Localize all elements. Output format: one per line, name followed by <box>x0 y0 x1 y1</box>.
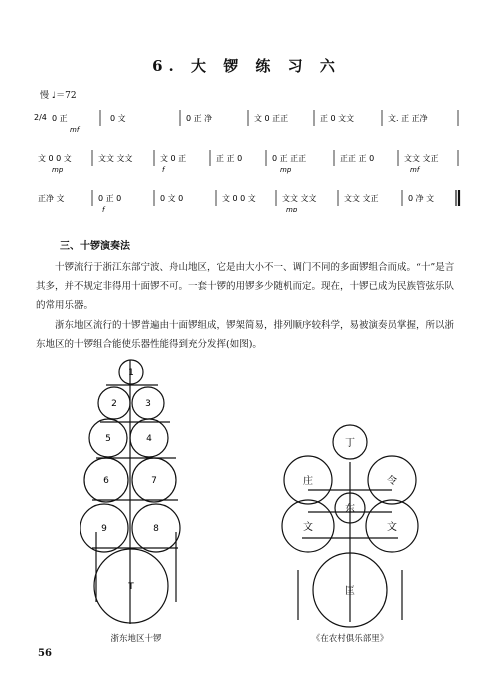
score-measure: 文 0 正 <box>160 154 187 163</box>
svg-text:7: 7 <box>151 476 157 486</box>
right-gong-rack-diagram <box>280 420 420 630</box>
score-line-2 <box>38 150 458 174</box>
score-measure: 正 0 文文 <box>320 114 355 123</box>
svg-text:2: 2 <box>111 399 117 409</box>
svg-text:匡: 匡 <box>345 586 355 597</box>
svg-text:4: 4 <box>146 434 152 444</box>
score-measure: 0 正 正正 <box>272 154 307 163</box>
page-title: 6. 大 锣 练 习 六 <box>152 57 341 75</box>
left-diagram-caption: 浙东地区十锣 <box>110 634 162 644</box>
svg-text:令: 令 <box>387 476 397 487</box>
score-measure: 0 净 文 <box>408 194 435 203</box>
svg-text:庄: 庄 <box>303 476 313 487</box>
tempo-marking: 慢 ♩＝72 <box>40 91 77 101</box>
score-measure: 正正 正 0 <box>340 154 375 163</box>
dynamic-mark: mp <box>280 166 292 174</box>
dynamic-mark: mp <box>286 206 298 212</box>
dynamic-mark: mf <box>70 126 80 134</box>
score-measure: 正 正 0 <box>216 154 243 163</box>
score-measure: 0 文 <box>110 114 126 123</box>
score-measure: 文 0 0 文 <box>222 194 256 203</box>
page-number: 56 <box>38 648 52 659</box>
svg-text:9: 9 <box>101 524 107 534</box>
dynamic-mark: mf <box>410 166 420 174</box>
svg-text:东: 东 <box>345 504 355 515</box>
score-measure: 0 正 0 <box>98 194 122 203</box>
dynamic-mark: f <box>102 206 105 212</box>
svg-text:5: 5 <box>105 434 111 444</box>
score-measure: 正净 文 <box>38 194 65 203</box>
svg-text:8: 8 <box>153 524 159 534</box>
score-measure: 文 0 正正 <box>254 114 289 123</box>
paragraph-2: 浙东地区流行的十锣普遍由十面锣组成，锣架简易，排列顺序较科学，易被演奏员掌握，所以浙东地区的十锣组合能使乐器性能得到充分发挥(如图)。 <box>36 320 455 350</box>
score-line-3 <box>38 190 459 212</box>
score-measure: 文文 文正 <box>404 154 439 163</box>
section-heading: 三、十锣演奏法 <box>60 241 130 252</box>
svg-text:1: 1 <box>128 368 134 378</box>
score-measure: 文 0 0 文 <box>38 154 72 163</box>
left-gong-rack-diagram <box>80 352 190 630</box>
score-measure: 文文 文文 <box>282 194 317 203</box>
dynamic-mark: f <box>162 166 165 174</box>
svg-text:T: T <box>128 582 134 592</box>
score-measure: 0 正 净 <box>186 114 213 123</box>
dynamic-mark: mp <box>52 166 64 174</box>
svg-text:文: 文 <box>303 522 313 533</box>
score-measure: 0 正 <box>52 114 68 123</box>
score-measure: 0 文 0 <box>160 194 184 203</box>
score-measure: 文文 文文 <box>98 154 133 163</box>
svg-text:6: 6 <box>103 476 109 486</box>
svg-text:丁: 丁 <box>345 438 355 449</box>
svg-text:文: 文 <box>387 522 397 533</box>
paragraph-1: 十锣流行于浙江东部宁波、舟山地区，它是由大小不一、调门不同的多面锣组合而成。“十”是言其多，并不规定非得用十面锣不可。一套十锣的用锣多少随机而定。现在，十锣已成为民族管弦乐队的常用乐器。 <box>36 262 455 311</box>
time-signature: 2/4 <box>34 113 47 122</box>
right-diagram-caption: 《在农村俱乐部里》 <box>311 634 389 644</box>
score-line-1 <box>52 110 458 134</box>
score-measure: 文文 文正 <box>344 194 379 203</box>
percussion-score <box>30 100 470 212</box>
svg-text:3: 3 <box>145 399 151 409</box>
score-measure: 文. 正 正净 <box>388 114 428 123</box>
